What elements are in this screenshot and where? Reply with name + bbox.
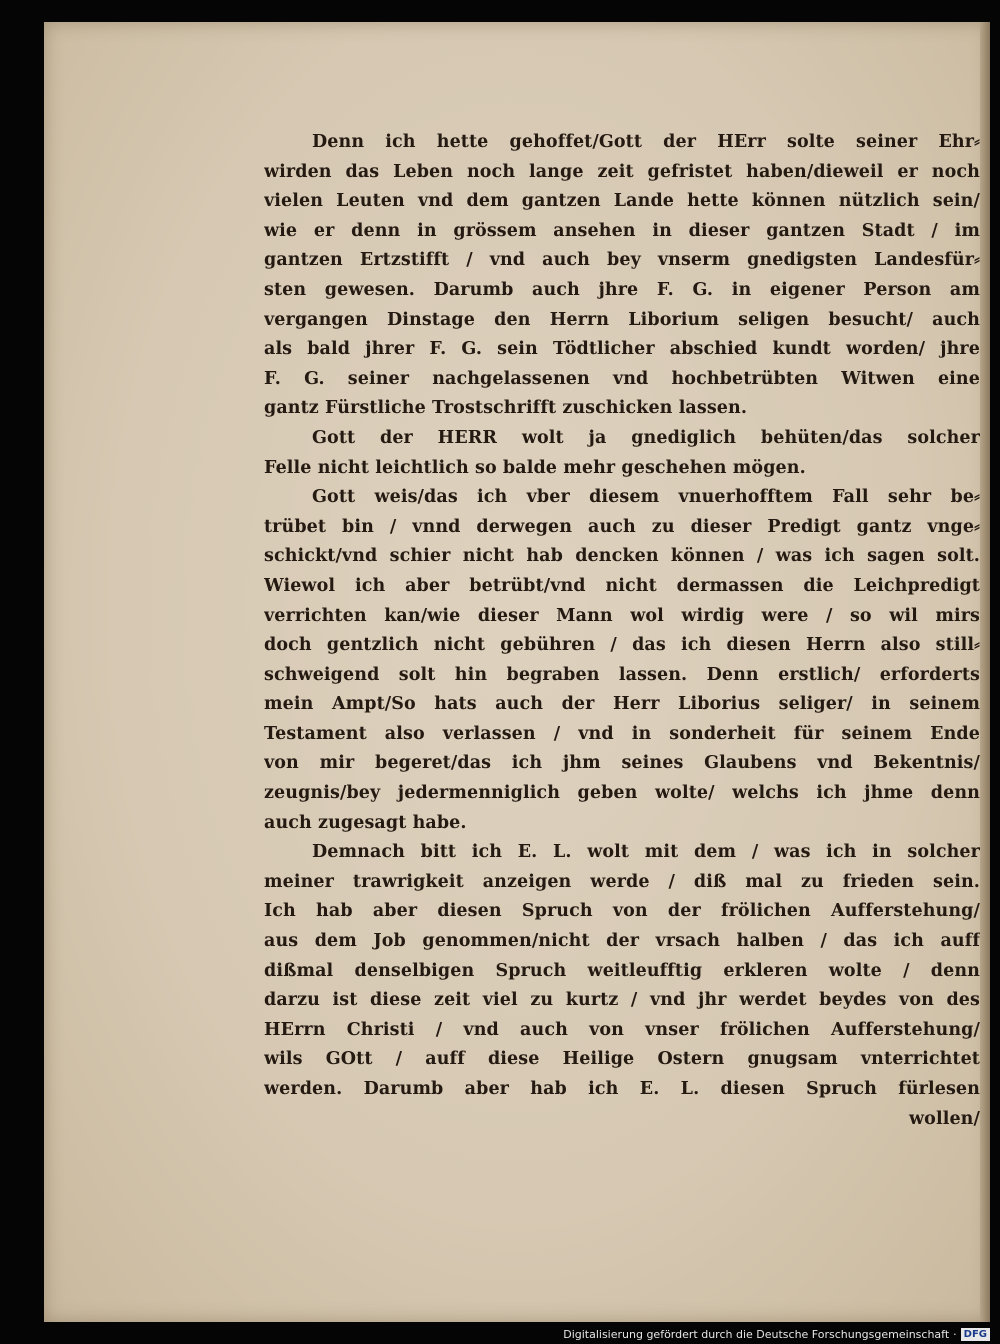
text-line: trübet bin / vnnd derwegen auch zu dieser Predigt gantz vnge⸗ — [264, 516, 980, 537]
text-line: dißmal denselbigen Spruch weitleufftig erkleren wolte / denn — [264, 960, 980, 981]
credit-text: Digitalisierung gefördert durch die Deutsche Forschungsgemeinschaft — [563, 1328, 950, 1341]
text-line: HErrn Christi / vnd auch von vnser frölichen Aufferstehung/ — [264, 1019, 980, 1040]
text-line: verrichten kan/wie dieser Mann wol wirdig were / so wil mirs — [264, 605, 980, 626]
text-line: Wiewol ich aber betrübt/vnd nicht dermassen die Leichpredigt — [264, 575, 980, 596]
text-line: wie er denn in grössem ansehen in dieser gantzen Stadt / im — [264, 220, 980, 241]
text-line: zeugnis/bey jedermenniglich geben wolte/ welchs ich jhme denn — [264, 783, 980, 804]
text-line: darzu ist diese zeit viel zu kurtz / vnd jhr werdet beydes von des — [264, 990, 980, 1011]
text-line: wils GOtt / auff diese Heilige Ostern gnugsam vnterrichtet — [264, 1049, 980, 1070]
text-line: Felle nicht leichtlich so balde mehr geschehen mögen. — [264, 457, 806, 478]
text-line: wollen/ — [909, 1108, 980, 1129]
text-line: Gott weis/das ich vber diesem vnuerhofftem Fall sehr be⸗ — [312, 487, 980, 508]
body-text — [264, 128, 980, 1134]
text-line: schweigend solt hin begraben lassen. Denn erstlich/ erforderts — [264, 664, 980, 685]
text-line: Gott der HERR wolt ja gnediglich behüten/das solcher — [312, 427, 980, 448]
text-line: auch zugesagt habe. — [264, 812, 467, 833]
text-line: Ich hab aber diesen Spruch von der frölichen Aufferstehung/ — [264, 901, 980, 922]
text-line: gantz Fürstliche Trostschrifft zuschicken lassen. — [264, 398, 748, 419]
text-line: von mir begeret/das ich jhm seines Glaubens vnd Bekentnis/ — [264, 753, 980, 774]
text-line: aus dem Job genommen/nicht der vrsach halben / das ich auff — [264, 931, 980, 952]
text-line: schickt/vnd schier nicht hab dencken können / was ich sagen solt. — [264, 546, 980, 567]
text-line: Denn ich hette gehoffet/Gott der HErr solte seiner Ehr⸗ — [312, 132, 980, 152]
book-page — [44, 22, 990, 1322]
page-edge — [980, 22, 990, 1322]
text-line: vielen Leuten vnd dem gantzen Lande hette können nützlich sein/ — [264, 191, 980, 212]
text-line: als bald jhrer F. G. sein Tödtlicher abschied kundt worden/ jhre — [264, 339, 980, 360]
text-line: werden. Darumb aber hab ich E. L. diesen Spruch fürlesen — [264, 1079, 980, 1099]
text-line: doch gentzlich nicht gebühren / das ich diesen Herrn also still⸗ — [264, 635, 980, 656]
text-line: mein Ampt/So hats auch der Herr Liborius seliger/ in seinem — [264, 694, 980, 715]
text-line: Demnach bitt ich E. L. wolt mit dem / was ich in solcher — [312, 842, 980, 863]
digitization-credit: Digitalisierung gefördert durch die Deutsche Forschungsgemeinschaft · DFG — [563, 1328, 990, 1341]
text-line: Testament also verlassen / vnd in sonderheit für seinem Ende — [264, 723, 980, 744]
text-line: wirden das Leben noch lange zeit gefristet haben/dieweil er noch — [264, 161, 980, 182]
text-line: sten gewesen. Darumb auch jhre F. G. in eigener Person am — [264, 279, 980, 300]
text-line: F. G. seiner nachgelassenen vnd hochbetrübten Witwen eine — [264, 368, 980, 389]
dfg-logo: DFG — [961, 1328, 990, 1341]
text-line: meiner trawrigkeit anzeigen werde / diß mal zu frieden sein. — [264, 871, 980, 892]
text-line: gantzen Ertzstifft / vnd auch bey vnserm gnedigsten Landesfür⸗ — [264, 250, 980, 271]
text-line: vergangen Dinstage den Herrn Liborium seligen besucht/ auch — [264, 309, 980, 330]
